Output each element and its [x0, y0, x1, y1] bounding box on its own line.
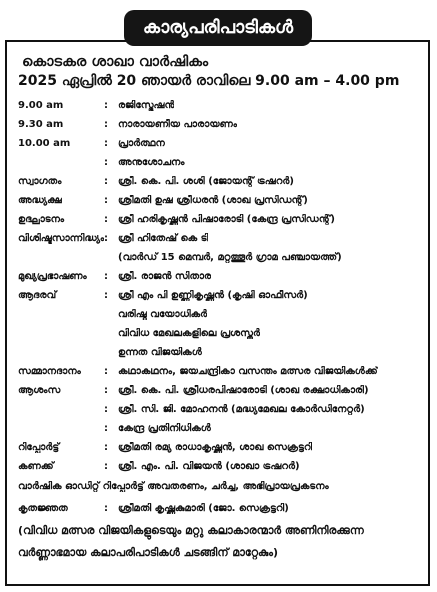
row-value: കേന്ദ്ര പ്രതിനിധികൾ: [118, 422, 211, 434]
program-row: [18, 456, 428, 476]
program-row: [18, 266, 428, 286]
row-value: ശ്രീമതി രമ്യ രാധാകൃഷ്ണൻ, ശാഖ സെക്രട്ടറി: [118, 441, 313, 453]
row-label: സ്വാഗതം: [18, 175, 62, 187]
row-value: ശ്രീമതി ഉഷ ശ്രീധരൻ (ശാഖ പ്രസിഡന്റ്): [118, 194, 308, 206]
row-value: അനുശോചനം: [118, 156, 185, 168]
row-label: 9.00 am: [18, 99, 64, 111]
row-value: ശ്രീ. കെ. പി. ശശി (ജോയന്റ് ട്രഷറർ): [118, 175, 294, 187]
row-label: 10.00 am: [18, 137, 71, 149]
row-value: ശ്രീ. കെ. പി. ശ്രീധരപിഷാരോടി (ശാഖ രക്ഷാധികാരി): [118, 384, 369, 396]
row-colon: :: [104, 213, 108, 225]
row-label: സമ്മാനദാനം: [18, 365, 81, 377]
program-row: [18, 190, 428, 210]
row-colon: :: [104, 194, 108, 206]
program-row: [18, 95, 428, 115]
program-row: [18, 171, 428, 191]
row-value: നാരായണീയ പാരായണം: [118, 118, 238, 130]
program-row: [18, 209, 428, 229]
row-value: ഉന്നത വിജയികൾ: [118, 346, 202, 358]
row-value: വരിഷ്ഠ വയോധികർ: [118, 308, 208, 320]
row-colon: :: [104, 365, 108, 377]
program-row: [18, 418, 428, 438]
program-row: [18, 361, 428, 381]
row-label: റിപ്പോർട്ട്: [18, 441, 60, 453]
row-label: വിശിഷ്ടസാന്നിദ്ധ്യം: [18, 232, 104, 244]
row-label: കണക്ക്: [18, 460, 54, 472]
row-colon: :: [104, 232, 108, 244]
program-row: [18, 380, 428, 400]
row-label: ആദരവ്: [18, 289, 57, 301]
program-banner: കാര്യപരിപാടികൾ: [124, 10, 312, 46]
program-row: [18, 133, 428, 153]
program-row: [18, 228, 428, 248]
row-value: ശ്രീ ഹരികൃഷ്ണൻ പിഷാരോടി (കേന്ദ്ര പ്രസിഡന്റ്): [118, 213, 336, 225]
row-colon: :: [104, 289, 108, 301]
row-colon: :: [104, 156, 108, 168]
row-label: കൃതജ്ഞത: [18, 502, 68, 514]
footer-line-1: (വിവിധ മത്സര വിജയികളുടെയും മറ്റു കലാകാരന്മാർ അണിനിരക്കുന്ന: [18, 524, 364, 537]
program-row: [18, 323, 428, 343]
audit-line: [18, 476, 428, 496]
row-label: അദ്ധ്യക്ഷ: [18, 194, 62, 206]
row-colon: :: [104, 384, 108, 396]
program-row: [18, 247, 428, 267]
row-colon: :: [104, 175, 108, 187]
row-colon: :: [104, 270, 108, 282]
row-colon: :: [104, 99, 108, 111]
row-label: മുഖ്യപ്രഭാഷണം: [18, 270, 87, 282]
row-value: ശ്രീ. സി. ജി. മോഹനൻ (മദ്ധ്യമേഖല കോർഡിനേറ്റർ): [118, 403, 365, 415]
program-row: [18, 399, 428, 419]
row-value: വിവിധ മേഖലകളിലെ പ്രശസ്തർ: [118, 327, 260, 339]
program-row: [18, 152, 428, 172]
row-value: ശ്രീ ഹിതേഷ് കെ ടി: [118, 232, 209, 244]
row-colon: :: [104, 137, 108, 149]
row-colon: :: [104, 460, 108, 472]
footer-line-2: വർണ്ണാഭമായ കലാപരിപാടികൾ ചടങ്ങിന് മാറ്റേകും): [18, 546, 278, 559]
program-row: [18, 304, 428, 324]
event-date-time: 2025 ഏപ്രിൽ 20 ഞായർ രാവിലെ 9.00 am – 4.00 pm: [18, 73, 400, 89]
row-value: (വാർഡ് 15 മെമ്പർ, മറ്റത്തൂർ ഗ്രാമ പഞ്ചായത്ത്): [118, 251, 342, 263]
program-row: [18, 285, 428, 305]
row-label: ഉദ്ഘാടനം: [18, 213, 65, 225]
audit-text: വാർഷിക ഓഡിറ്റ് റിപ്പോർട്ട് അവതരണം, ചർച്ച, അഭിപ്രായപ്രകടനം: [18, 480, 329, 492]
row-label: 9.30 am: [18, 118, 64, 130]
row-value: രജിസ്ട്രേഷൻ: [118, 99, 175, 111]
row-value: ശ്രീ. രാജൻ സിതാര: [118, 270, 212, 282]
row-colon: :: [104, 422, 108, 434]
row-colon: :: [104, 441, 108, 453]
row-label: ആശംസ: [18, 384, 61, 396]
row-value: കഥാകഥനം, ജയചന്ദ്രികാ വസന്തം മത്സര വിജയികൾക്ക്: [118, 365, 378, 377]
event-title: കൊടകര ശാഖാ വാർഷികം: [22, 54, 209, 70]
program-row: [18, 342, 428, 362]
row-value: ശ്രീമതി കൃഷ്ണകുമാരി (ജോ. സെക്രട്ടറി): [118, 502, 289, 514]
program-row: [18, 437, 428, 457]
row-colon: :: [104, 118, 108, 130]
program-row-thanks: [18, 498, 428, 518]
row-value: ശ്രീ എം പി ഉണ്ണികൃഷ്ണൻ (കൃഷി ഓഫീസർ): [118, 289, 308, 301]
program-row: [18, 114, 428, 134]
row-value: ശ്രീ. എം. പി. വിജയൻ (ശാഖാ ട്രഷറർ): [118, 460, 300, 472]
row-colon: :: [104, 403, 108, 415]
row-value: പ്രാർത്ഥന: [118, 137, 165, 149]
row-colon: :: [104, 502, 108, 514]
